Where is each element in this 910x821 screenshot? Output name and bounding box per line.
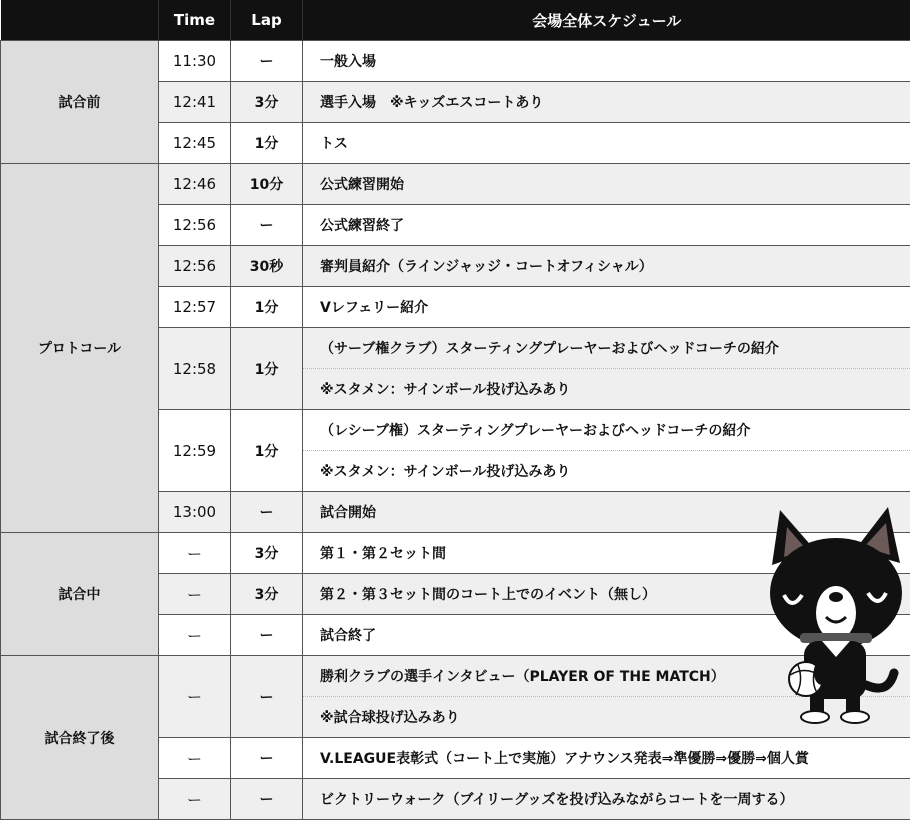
mascot-arm (814, 661, 830, 685)
lap-cell: 1分 (231, 287, 303, 328)
time-cell: 11:30 (159, 41, 231, 82)
lap-cell: 10分 (231, 164, 303, 205)
time-cell: 12:41 (159, 82, 231, 123)
phase-pre: 試合前 (1, 41, 159, 164)
desc-cell: 第１・第２セット間 (303, 533, 910, 574)
time-cell: 12:56 (159, 205, 231, 246)
phase-post: 試合終了後 (1, 656, 159, 820)
time-cell: ー (159, 779, 231, 820)
phase-during: 試合中 (1, 533, 159, 656)
lap-cell: ー (231, 41, 303, 82)
desc-cell: （サーブ権クラブ）スターティングプレーヤーおよびヘッドコーチの紹介 (303, 328, 910, 369)
table-row (1, 41, 910, 82)
desc-cell: 試合終了 (303, 615, 910, 656)
time-cell: 12:46 (159, 164, 231, 205)
mascot-tail (866, 673, 894, 688)
table-row (1, 164, 910, 205)
mascot-right-foot (841, 711, 869, 723)
time-header: Time (159, 0, 231, 41)
time-cell: ー (159, 574, 231, 615)
lap-cell: 1分 (231, 410, 303, 492)
time-cell: ー (159, 533, 231, 574)
desc-note-cell: ※スタメン：サインボール投げ込みあり (303, 369, 910, 410)
desc-cell: ビクトリーウォーク（ブイリーグッズを投げ込みながらコートを一周する） (303, 779, 910, 820)
lap-cell: 3分 (231, 574, 303, 615)
mascot-left-foot (801, 711, 829, 723)
lap-cell: ー (231, 779, 303, 820)
desc-cell: トス (303, 123, 910, 164)
lap-cell: 3分 (231, 533, 303, 574)
time-cell: ー (159, 738, 231, 779)
table-header (1, 0, 910, 41)
desc-cell: V.LEAGUE表彰式（コート上で実施）アナウンス発表⇒準優勝⇒優勝⇒個人賞 (303, 738, 910, 779)
desc-cell: 審判員紹介（ラインジャッジ・コートオフィシャル） (303, 246, 910, 287)
lap-cell: ー (231, 492, 303, 533)
lap-cell: ー (231, 205, 303, 246)
desc-cell: 公式練習終了 (303, 205, 910, 246)
desc-cell: 公式練習開始 (303, 164, 910, 205)
lap-cell: ー (231, 615, 303, 656)
mascot-nose (829, 592, 843, 602)
time-cell: 12:45 (159, 123, 231, 164)
desc-cell: 一般入場 (303, 41, 910, 82)
lap-header: Lap (231, 0, 303, 41)
schedule-header: 会場全体スケジュール (303, 0, 910, 41)
time-cell: ー (159, 615, 231, 656)
desc-cell: 試合開始 (303, 492, 910, 533)
time-cell: 12:58 (159, 328, 231, 410)
desc-cell: 第２・第３セット間のコート上でのイベント（無し） (303, 574, 910, 615)
mascot-illustration (760, 505, 910, 725)
phase-header (1, 0, 159, 41)
lap-cell: 30秒 (231, 246, 303, 287)
desc-cell: Vレフェリー紹介 (303, 287, 910, 328)
phase-protocol: プロトコール (1, 164, 159, 533)
desc-note-cell: ※スタメン：サインボール投げ込みあり (303, 451, 910, 492)
lap-cell: 1分 (231, 328, 303, 410)
desc-note-cell: ※試合球投げ込みあり (303, 697, 910, 738)
time-cell: 12:57 (159, 287, 231, 328)
time-cell: 12:59 (159, 410, 231, 492)
desc-cell: 勝利クラブの選手インタビュー（PLAYER OF THE MATCH） (303, 656, 910, 697)
time-cell: ー (159, 656, 231, 738)
desc-cell: （レシーブ権）スターティングプレーヤーおよびヘッドコーチの紹介 (303, 410, 910, 451)
lap-cell: 1分 (231, 123, 303, 164)
time-cell: 12:56 (159, 246, 231, 287)
desc-cell: 選手入場 ※キッズエスコートあり (303, 82, 910, 123)
lap-cell: ー (231, 656, 303, 738)
lap-cell: ー (231, 738, 303, 779)
time-cell: 13:00 (159, 492, 231, 533)
lap-cell: 3分 (231, 82, 303, 123)
